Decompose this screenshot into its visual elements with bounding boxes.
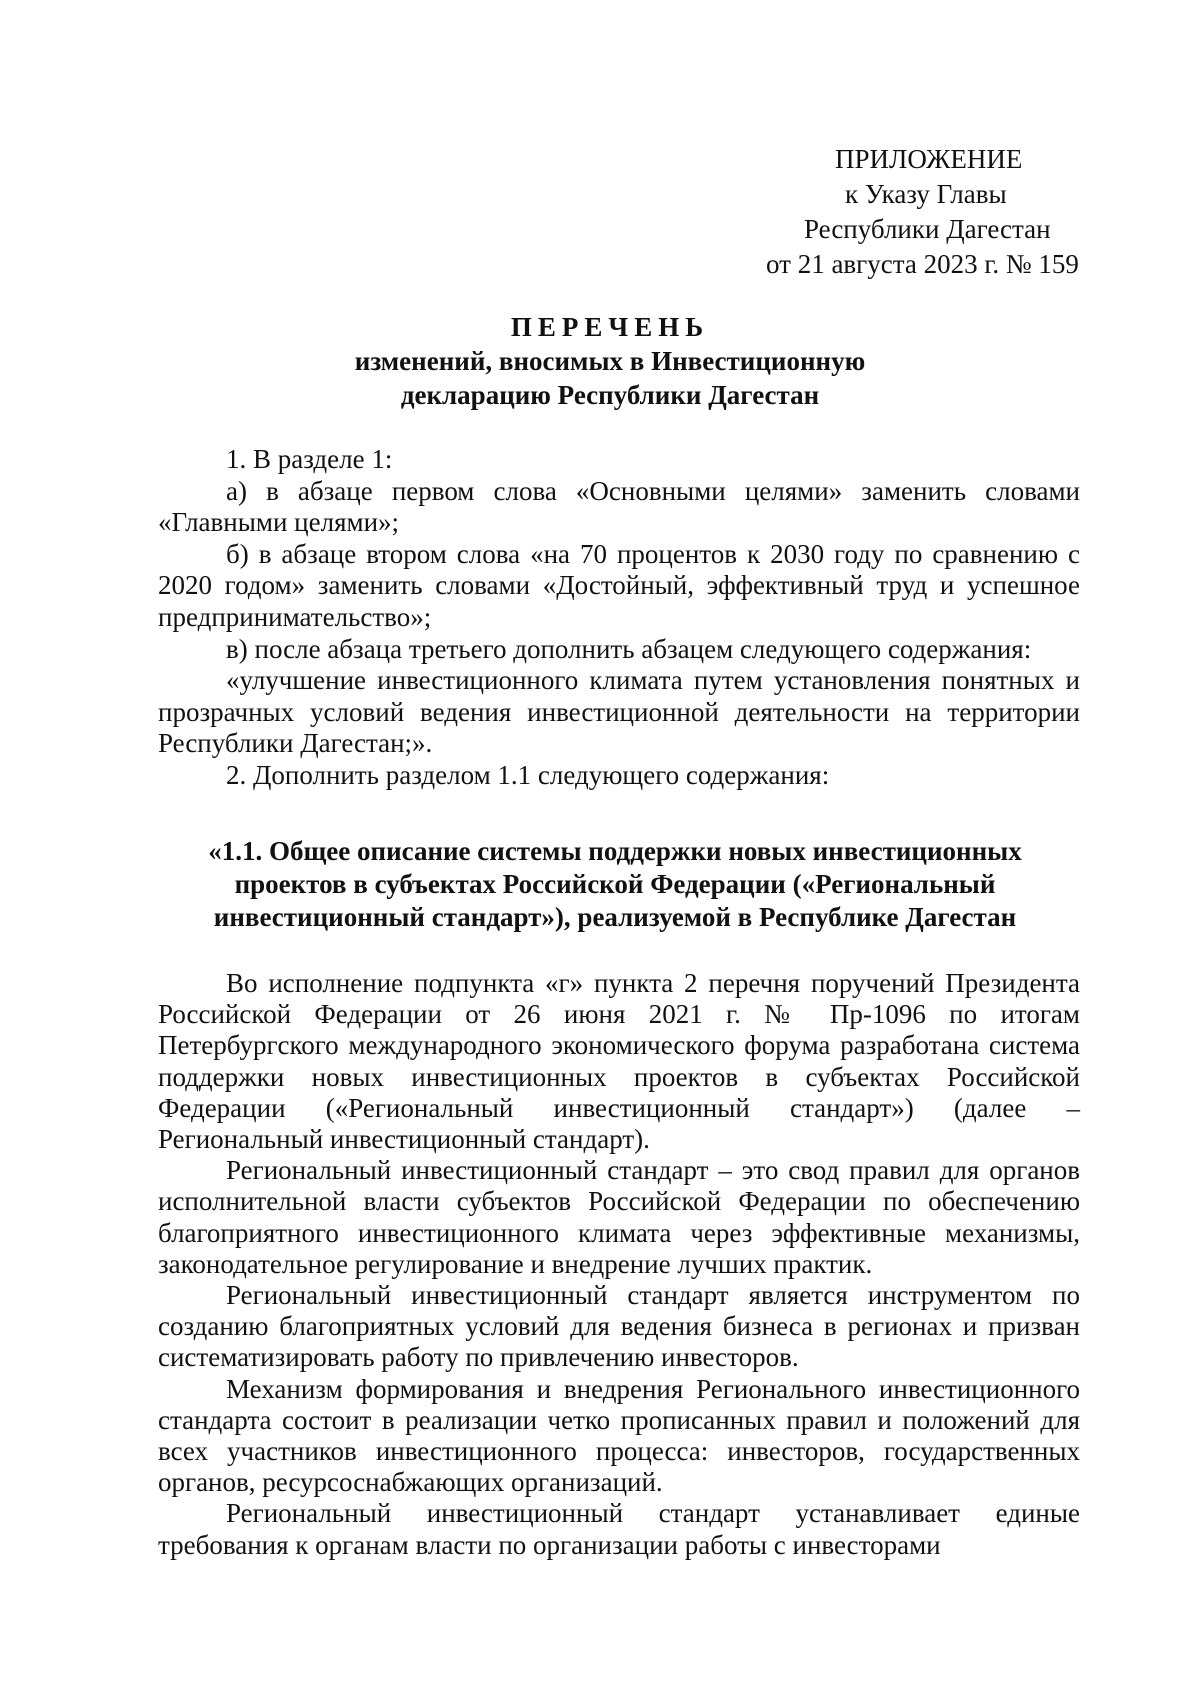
appendix-header	[760, 142, 1080, 282]
paragraph: 2. Дополнить разделом 1.1 следующего содержания:	[226, 759, 830, 790]
paragraph: Региональный инвестиционный стандарт является инструментом по созданию благоприятных условий для ведения бизнеса в регионах и призван систематизировать работу по привлечению инвесторов.	[158, 1280, 1080, 1373]
paragraph: Механизм формирования и внедрения Регионального инвестиционного стандарта состоит в реализации четко прописанных правил и положений для всех участников инвестиционного процесса: инвесторов, государственных органов, ресурсоснабжающих организаций.	[158, 1373, 1080, 1498]
section-heading-line-2: проектов в субъектах Российской Федерации («Региональный	[234, 869, 996, 899]
paragraph: Региональный инвестиционный стандарт устанавливает единые требования к органам власти по организации работы с инвесторами	[158, 1498, 1080, 1560]
section-heading	[150, 835, 1080, 934]
title-main: ПЕРЕЧЕНЬ	[510, 312, 710, 342]
document-title	[140, 310, 1080, 412]
paragraph: Во исполнение подпункта «г» пункта 2 перечня поручений Президента Российской Федерации от 26 июня 2021 г. № Пр-1096 по итогам Петербургского международного экономического форума разработана система поддержки новых инвестиционных проектов в субъектах Российской Федерации («Региональный инвестиционный стандарт») (далее – Региональный инвестиционный стандарт).	[158, 968, 1080, 1155]
paragraph: Региональный инвестиционный стандарт – это свод правил для органов исполнительной власти субъектов Российской Федерации по обеспечению благоприятного инвестиционного климата через эффективные механизмы, законодательное регулирование и внедрение лучших практик.	[158, 1155, 1080, 1279]
section-1-1-body	[158, 968, 1080, 1561]
paragraph: б) в абзаце втором слова «на 70 процентов к 2030 году по сравнению с 2020 годом» заменить словами «Достойный, эффективный труд и успешное предпринимательство»;	[158, 538, 1080, 632]
title-subline-1: изменений, вносимых в Инвестиционную	[354, 346, 866, 376]
appendix-decree-ref: к Указу Главы	[845, 179, 1007, 209]
section-heading-line-1: «1.1. Общее описание системы поддержки новых инвестиционных	[208, 836, 1022, 866]
title-subline-2: декларацию Республики Дагестан	[400, 380, 820, 410]
section-heading-line-3: инвестиционный стандарт»), реализуемой в Республике Дагестан	[213, 902, 1017, 932]
paragraph: «улучшение инвестиционного климата путем установления понятных и прозрачных условий ведения инвестиционной деятельности на территории Республики Дагестан;».	[158, 665, 1080, 759]
paragraph: а) в абзаце первом слова «Основными целями» заменить словами «Главными целями»;	[158, 475, 1080, 538]
appendix-label: ПРИЛОЖЕНИЕ	[835, 144, 1023, 174]
appendix-date-number: от 21 августа 2023 г. № 159	[766, 249, 1079, 279]
section-1-body	[158, 444, 1080, 792]
paragraph: 1. В разделе 1:	[226, 444, 393, 474]
appendix-republic: Республики Дагестан	[804, 214, 1051, 244]
paragraph: в) после абзаца третьего дополнить абзацем следующего содержания:	[226, 633, 1032, 664]
